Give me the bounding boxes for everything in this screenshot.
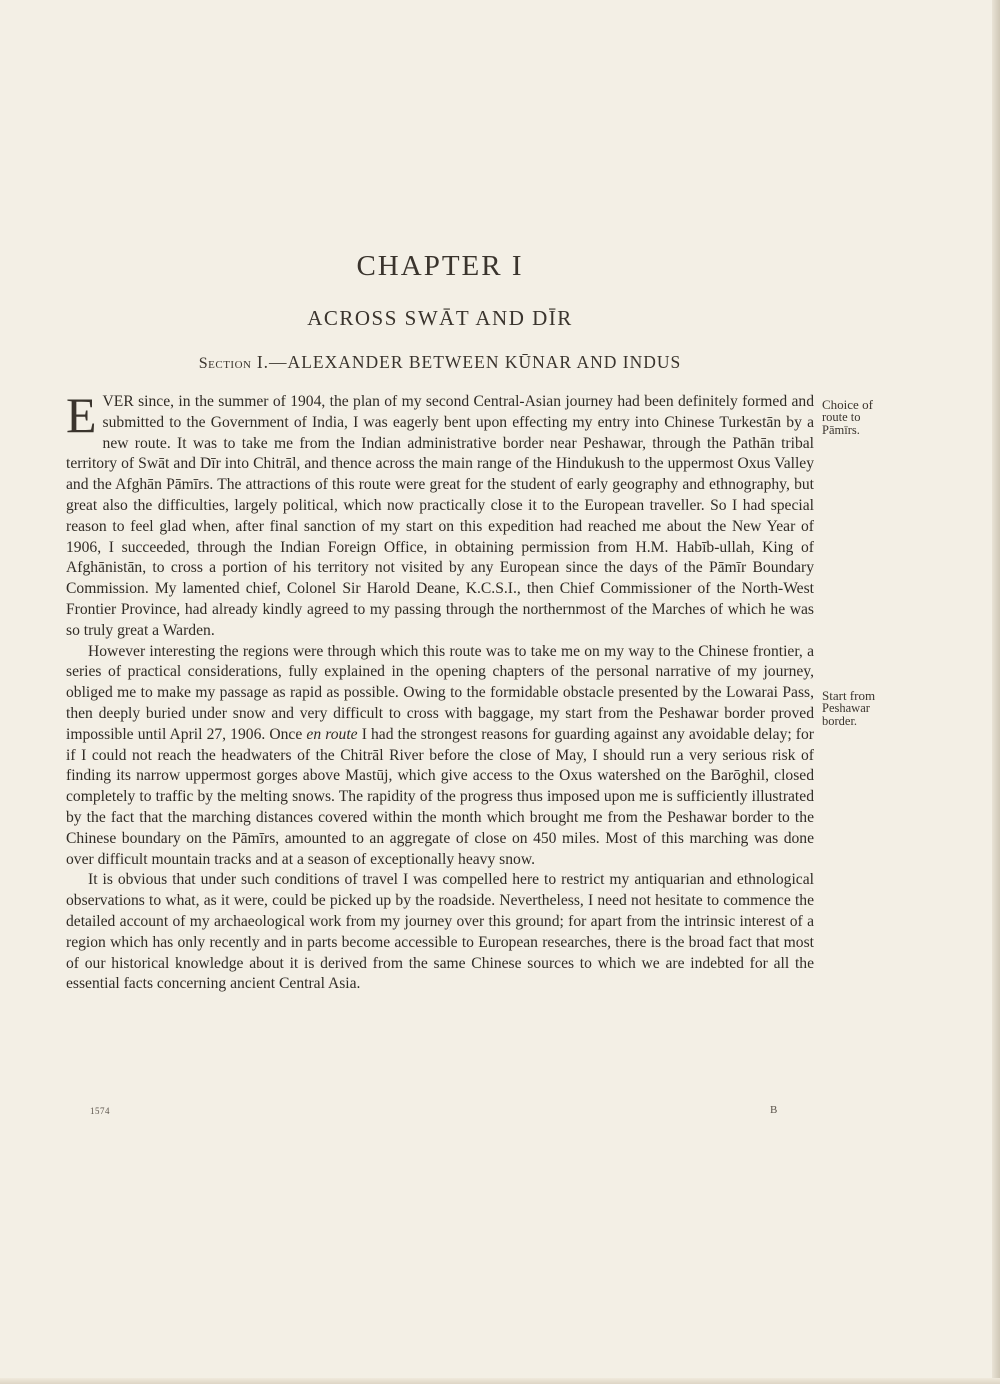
paragraph-2	[66, 642, 814, 871]
margin-note-choice-of-route	[822, 398, 902, 437]
paragraph-3	[66, 870, 814, 995]
page-edge-bottom	[0, 1378, 1000, 1384]
chapter-subtitle: ACROSS SWĀT AND DĪR	[307, 306, 573, 330]
paragraph-2-text-a: However interesting the regions were through which this route was to take me on my way to the Chinese frontier, a series of practical considerations, fully explained in the opening chapters of the personal narrative of my journey, obliged me to make my passage as rapid as possible. Owing to the formidable obstacle presented by the Lowarai Pass, then deeply buried under snow and very difficult to cross with baggage, my start from the Peshawar border proved impossible until April 27, 1906. Once	[66, 642, 814, 743]
section-label: Section	[198, 355, 252, 372]
chapter-title: CHAPTER I	[356, 250, 524, 282]
paragraph-1	[66, 387, 814, 642]
margin-note-start-from-peshawar	[822, 689, 902, 728]
margin-note-line: Pāmīrs.	[822, 423, 860, 437]
section-title: I.—ALEXANDER BETWEEN KŪNAR AND INDUS	[256, 352, 682, 372]
margin-note-line: Start from	[822, 688, 876, 703]
paragraph-3-text: It is obvious that under such conditions of travel I was compelled here to restrict my antiquarian and ethnological observations to what, as it were, could be picked up by the roadside. Nevertheless, I need not hesitate to commence the detailed account of my archaeological work from my journey over this ground; for apart from the intrinsic interest of a region which has only recently and in parts become accessible to European researches, there is the broad fact that most of our historical knowledge about it is derived from the same Chinese sources to which we are indebted for all the essential facts concerning ancient Central Asia.	[66, 871, 814, 993]
signature-letter: B	[770, 1104, 778, 1116]
page-edge	[992, 0, 1000, 1384]
printer-signature: 1574	[90, 1106, 110, 1116]
paragraph-1-text: VER since, in the summer of 1904, the plan of my second Central-Asian journey had been definitely formed and submitted to the Government of India, I was eagerly bent upon effecting my entry into Chinese Turkestān by a new route. It was to take me from the Indian administrative border near Peshawar, through the Pathān tribal territory of Swāt and Dīr into Chitrāl, and thence across the main range of the Hindukush to the uppermost Oxus Valley and the Afghān Pāmīrs. The attractions of this route were great for the student of early geography and ethnography, but great also the difficulties, largely political, which now practically close it to the European traveller. So I had special reason to feel glad when, after final sanction of my start on this expedition had reached me about the New Year of 1906, I succeeded, through the Indian Foreign Office, in obtaining permission from H.M. Habīb-ullah, King of Afghānistān, to cross a portion of his territory not visited by any European since the days of the Pāmīr Boundary Commission. My lamented chief, Colonel Sir Harold Deane, K.C.S.I., then Chief Commissioner of the North-West Frontier Province, had already kindly agreed to my passing through the northernmost of the Marches of which he was so truly great a Warden.	[66, 393, 814, 639]
margin-note-line: route to	[822, 410, 861, 424]
body-text	[66, 387, 814, 995]
margin-note-line: Peshawar	[822, 701, 870, 715]
section-heading	[0, 352, 880, 373]
drop-cap: E	[66, 387, 97, 443]
paragraph-2-text-b: I had the strongest reasons for guarding against any avoidable delay; for if I could not reach the headwaters of the Chitrāl River before the close of May, I should run a very serious risk of finding its narrow uppermost gorges above Mastūj, which give access to the Oxus watershed on the Barōghil, closed completely to traffic by the melting snows. The rapidity of the progress thus imposed upon me is sufficiently illustrated by the fact that the marching distances covered within the month which brought me from the Peshawar border to the Chinese boundary on the Pāmīrs, amounted to an aggregate of close on 450 miles. Most of this marching was done over difficult mountain tracks and at a season of exceptionally heavy snow.	[66, 725, 814, 868]
margin-note-line: Choice of	[822, 397, 873, 412]
margin-note-line: border.	[822, 714, 858, 728]
paragraph-2-italic: en route	[306, 725, 358, 743]
